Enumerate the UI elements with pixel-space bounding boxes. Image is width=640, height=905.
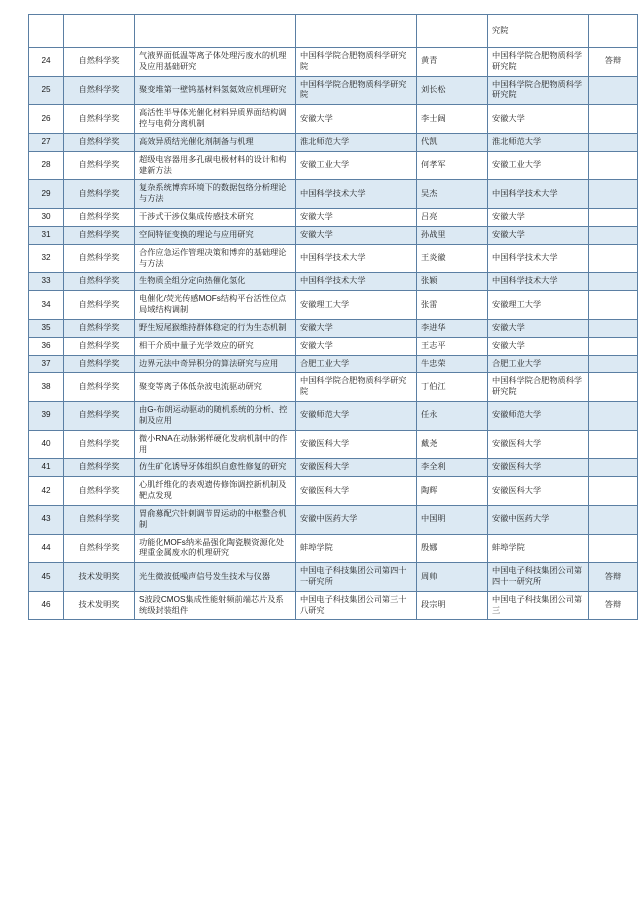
cell-no bbox=[29, 15, 64, 48]
cell-person: 丁伯江 bbox=[417, 373, 488, 402]
cell-category: 自然科学奖 bbox=[64, 355, 135, 373]
cell-title: 边界元法中奇异积分的算法研究与应用 bbox=[135, 355, 296, 373]
cell-title: 光生微波低噪声信号发生技术与仪器 bbox=[135, 563, 296, 592]
cell-no: 43 bbox=[29, 505, 64, 534]
cell-org: 安徽医科大学 bbox=[296, 459, 417, 477]
cell-category: 自然科学奖 bbox=[64, 505, 135, 534]
cell-no: 28 bbox=[29, 151, 64, 180]
cell-no: 40 bbox=[29, 430, 64, 459]
cell-person: 李士阔 bbox=[417, 105, 488, 134]
cell-person: 李全利 bbox=[417, 459, 488, 477]
cell-org: 中国科学院合肥物质科学研究院 bbox=[296, 373, 417, 402]
cell-no: 25 bbox=[29, 76, 64, 105]
cell-recommend-org: 安徽工业大学 bbox=[488, 151, 589, 180]
cell-recommend-org: 安徽中医药大学 bbox=[488, 505, 589, 534]
cell-title: 胃俞募配穴针刺调节胃运动的中枢整合机制 bbox=[135, 505, 296, 534]
table-row bbox=[29, 477, 638, 506]
cell-note bbox=[589, 244, 638, 273]
cell-note bbox=[589, 505, 638, 534]
cell-note bbox=[589, 319, 638, 337]
cell-title: 仿生矿化诱导牙体组织自愈性修复的研究 bbox=[135, 459, 296, 477]
cell-category: 自然科学奖 bbox=[64, 209, 135, 227]
cell-recommend-org: 中国科学技术大学 bbox=[488, 244, 589, 273]
cell-no: 27 bbox=[29, 133, 64, 151]
table-row bbox=[29, 402, 638, 431]
cell-org: 安徽大学 bbox=[296, 209, 417, 227]
cell-person: 周帅 bbox=[417, 563, 488, 592]
cell-title: 复杂系统博弈环境下的数据包络分析理论与方法 bbox=[135, 180, 296, 209]
table-row bbox=[29, 534, 638, 563]
cell-title: 高效异质结光催化剂制备与机理 bbox=[135, 133, 296, 151]
cell-person: 任永 bbox=[417, 402, 488, 431]
cell-category: 自然科学奖 bbox=[64, 477, 135, 506]
cell-no: 26 bbox=[29, 105, 64, 134]
cell-person: 刘长松 bbox=[417, 76, 488, 105]
awards-table bbox=[28, 14, 638, 620]
table-row bbox=[29, 226, 638, 244]
cell-category: 自然科学奖 bbox=[64, 319, 135, 337]
cell-title: 野生短尾猴维持群体稳定的行为生态机制 bbox=[135, 319, 296, 337]
cell-person: 何孝军 bbox=[417, 151, 488, 180]
cell-title: 聚变堆第一壁钨基材料氢氦效应机理研究 bbox=[135, 76, 296, 105]
table-row bbox=[29, 337, 638, 355]
cell-category: 自然科学奖 bbox=[64, 373, 135, 402]
cell-note bbox=[589, 180, 638, 209]
cell-note bbox=[589, 477, 638, 506]
table-row bbox=[29, 180, 638, 209]
cell-org: 安徽大学 bbox=[296, 319, 417, 337]
cell-note: 答辩 bbox=[589, 48, 638, 77]
cell-no: 38 bbox=[29, 373, 64, 402]
cell-person: 吴杰 bbox=[417, 180, 488, 209]
cell-recommend-org: 安徽大学 bbox=[488, 319, 589, 337]
table-row bbox=[29, 563, 638, 592]
cell-person: 黄青 bbox=[417, 48, 488, 77]
cell-person: 张颖 bbox=[417, 273, 488, 291]
cell-person: 段宗明 bbox=[417, 591, 488, 620]
cell-recommend-org: 蚌埠学院 bbox=[488, 534, 589, 563]
cell-title: 相干介质中量子光学效应的研究 bbox=[135, 337, 296, 355]
cell-note bbox=[589, 133, 638, 151]
cell-org: 安徽师范大学 bbox=[296, 402, 417, 431]
cell-category: 自然科学奖 bbox=[64, 337, 135, 355]
cell-no: 41 bbox=[29, 459, 64, 477]
cell-title bbox=[135, 15, 296, 48]
cell-title: 由G-布朗运动驱动的随机系统的分析、控制及应用 bbox=[135, 402, 296, 431]
cell-person: 王志平 bbox=[417, 337, 488, 355]
cell-org: 安徽中医药大学 bbox=[296, 505, 417, 534]
cell-note bbox=[589, 402, 638, 431]
cell-category: 自然科学奖 bbox=[64, 402, 135, 431]
cell-note bbox=[589, 459, 638, 477]
table-row bbox=[29, 151, 638, 180]
cell-no: 34 bbox=[29, 291, 64, 320]
cell-no: 36 bbox=[29, 337, 64, 355]
cell-title: 气液界面低温等离子体处理污废水的机理及应用基础研究 bbox=[135, 48, 296, 77]
cell-category: 自然科学奖 bbox=[64, 133, 135, 151]
cell-title: 微小RNA在动脉粥样硬化发病机制中的作用 bbox=[135, 430, 296, 459]
cell-category: 自然科学奖 bbox=[64, 151, 135, 180]
table-row bbox=[29, 430, 638, 459]
cell-note bbox=[589, 15, 638, 48]
cell-no: 30 bbox=[29, 209, 64, 227]
cell-org: 安徽理工大学 bbox=[296, 291, 417, 320]
cell-recommend-org: 中国科学技术大学 bbox=[488, 273, 589, 291]
table-row bbox=[29, 291, 638, 320]
cell-no: 44 bbox=[29, 534, 64, 563]
cell-title: 生物质全组分定向热催化氢化 bbox=[135, 273, 296, 291]
cell-recommend-org: 安徽大学 bbox=[488, 337, 589, 355]
cell-category: 自然科学奖 bbox=[64, 244, 135, 273]
table-row bbox=[29, 319, 638, 337]
table-row bbox=[29, 48, 638, 77]
cell-note bbox=[589, 291, 638, 320]
cell-category: 技术发明奖 bbox=[64, 563, 135, 592]
cell-org: 安徽大学 bbox=[296, 105, 417, 134]
table-row bbox=[29, 76, 638, 105]
cell-recommend-org: 安徽大学 bbox=[488, 209, 589, 227]
cell-person: 殷娜 bbox=[417, 534, 488, 563]
cell-org: 蚌埠学院 bbox=[296, 534, 417, 563]
cell-person: 代凯 bbox=[417, 133, 488, 151]
cell-org: 中国科学院合肥物质科学研究院 bbox=[296, 48, 417, 77]
cell-person: 李进华 bbox=[417, 319, 488, 337]
cell-person: 孙战里 bbox=[417, 226, 488, 244]
table-row bbox=[29, 15, 638, 48]
cell-category: 自然科学奖 bbox=[64, 226, 135, 244]
cell-org: 中国科学技术大学 bbox=[296, 273, 417, 291]
cell-category: 自然科学奖 bbox=[64, 430, 135, 459]
cell-person: 张雷 bbox=[417, 291, 488, 320]
cell-person: 王炎徽 bbox=[417, 244, 488, 273]
cell-note bbox=[589, 209, 638, 227]
cell-recommend-org: 究院 bbox=[488, 15, 589, 48]
cell-no: 33 bbox=[29, 273, 64, 291]
cell-no: 46 bbox=[29, 591, 64, 620]
cell-category: 自然科学奖 bbox=[64, 291, 135, 320]
table-row bbox=[29, 591, 638, 620]
cell-title: 干涉式干涉仪集成传感技术研究 bbox=[135, 209, 296, 227]
cell-org: 中国科学院合肥物质科学研究院 bbox=[296, 76, 417, 105]
cell-category: 自然科学奖 bbox=[64, 273, 135, 291]
cell-title: 功能化MOFs纳米晶强化陶瓷膜资源化处理重金属废水的机理研究 bbox=[135, 534, 296, 563]
cell-no: 29 bbox=[29, 180, 64, 209]
table-row bbox=[29, 355, 638, 373]
cell-recommend-org: 中国科学院合肥物质科学研究院 bbox=[488, 76, 589, 105]
cell-note bbox=[589, 76, 638, 105]
cell-title: 合作应急运作管理决策和博弈的基础理论与方法 bbox=[135, 244, 296, 273]
table-row bbox=[29, 209, 638, 227]
cell-no: 39 bbox=[29, 402, 64, 431]
cell-title: 空间特征变换的理论与应用研究 bbox=[135, 226, 296, 244]
cell-org: 中国电子科技集团公司第三十八研究 bbox=[296, 591, 417, 620]
cell-note bbox=[589, 226, 638, 244]
cell-recommend-org: 安徽大学 bbox=[488, 226, 589, 244]
cell-recommend-org: 中国科学技术大学 bbox=[488, 180, 589, 209]
cell-category bbox=[64, 15, 135, 48]
cell-note bbox=[589, 273, 638, 291]
cell-person: 中国明 bbox=[417, 505, 488, 534]
cell-note bbox=[589, 151, 638, 180]
table-row bbox=[29, 273, 638, 291]
cell-recommend-org: 安徽医科大学 bbox=[488, 477, 589, 506]
cell-note bbox=[589, 105, 638, 134]
cell-note: 答辩 bbox=[589, 591, 638, 620]
awards-table-body bbox=[29, 15, 638, 620]
cell-org: 中国科学技术大学 bbox=[296, 180, 417, 209]
cell-category: 自然科学奖 bbox=[64, 48, 135, 77]
cell-org: 淮北师范大学 bbox=[296, 133, 417, 151]
cell-org: 合肥工业大学 bbox=[296, 355, 417, 373]
cell-note bbox=[589, 373, 638, 402]
cell-note: 答辩 bbox=[589, 563, 638, 592]
cell-title: 聚变等离子体低杂波电流驱动研究 bbox=[135, 373, 296, 402]
cell-no: 37 bbox=[29, 355, 64, 373]
cell-category: 自然科学奖 bbox=[64, 180, 135, 209]
cell-person: 戴尧 bbox=[417, 430, 488, 459]
cell-person: 吕亮 bbox=[417, 209, 488, 227]
cell-org: 安徽大学 bbox=[296, 226, 417, 244]
table-row bbox=[29, 505, 638, 534]
cell-no: 32 bbox=[29, 244, 64, 273]
cell-note bbox=[589, 355, 638, 373]
cell-title: 心肌纤维化的表观遗传修饰调控新机制及靶点发现 bbox=[135, 477, 296, 506]
cell-org: 安徽工业大学 bbox=[296, 151, 417, 180]
cell-org: 安徽大学 bbox=[296, 337, 417, 355]
cell-recommend-org: 中国科学院合肥物质科学研究院 bbox=[488, 373, 589, 402]
cell-recommend-org: 合肥工业大学 bbox=[488, 355, 589, 373]
cell-title: 电催化/荧光传感MOFs结构平台活性位点局域结构调制 bbox=[135, 291, 296, 320]
table-row bbox=[29, 459, 638, 477]
cell-title: 超级电容器用多孔碳电极材料的设计和构建新方法 bbox=[135, 151, 296, 180]
cell-category: 自然科学奖 bbox=[64, 459, 135, 477]
cell-recommend-org: 中国电子科技集团公司第四十一研究所 bbox=[488, 563, 589, 592]
cell-org: 中国电子科技集团公司第四十一研究所 bbox=[296, 563, 417, 592]
cell-org: 安徽医科大学 bbox=[296, 477, 417, 506]
cell-category: 自然科学奖 bbox=[64, 534, 135, 563]
cell-person bbox=[417, 15, 488, 48]
cell-title: S波段CMOS集成性能射频前端芯片及系统级封装组件 bbox=[135, 591, 296, 620]
table-row bbox=[29, 244, 638, 273]
cell-note bbox=[589, 534, 638, 563]
cell-title: 高活性半导体光催化材料异质界面结构调控与电荷分离机制 bbox=[135, 105, 296, 134]
cell-recommend-org: 中国电子科技集团公司第三 bbox=[488, 591, 589, 620]
cell-note bbox=[589, 337, 638, 355]
cell-category: 自然科学奖 bbox=[64, 105, 135, 134]
cell-no: 42 bbox=[29, 477, 64, 506]
cell-recommend-org: 安徽理工大学 bbox=[488, 291, 589, 320]
cell-org: 中国科学技术大学 bbox=[296, 244, 417, 273]
cell-recommend-org: 安徽医科大学 bbox=[488, 459, 589, 477]
cell-no: 45 bbox=[29, 563, 64, 592]
cell-category: 自然科学奖 bbox=[64, 76, 135, 105]
cell-note bbox=[589, 430, 638, 459]
cell-person: 陶辉 bbox=[417, 477, 488, 506]
cell-no: 24 bbox=[29, 48, 64, 77]
cell-person: 牛忠荣 bbox=[417, 355, 488, 373]
cell-no: 31 bbox=[29, 226, 64, 244]
cell-recommend-org: 中国科学院合肥物质科学研究院 bbox=[488, 48, 589, 77]
cell-no: 35 bbox=[29, 319, 64, 337]
cell-org: 安徽医科大学 bbox=[296, 430, 417, 459]
table-row bbox=[29, 105, 638, 134]
cell-org bbox=[296, 15, 417, 48]
cell-recommend-org: 安徽大学 bbox=[488, 105, 589, 134]
table-row bbox=[29, 133, 638, 151]
table-row bbox=[29, 373, 638, 402]
cell-category: 技术发明奖 bbox=[64, 591, 135, 620]
cell-recommend-org: 安徽师范大学 bbox=[488, 402, 589, 431]
cell-recommend-org: 淮北师范大学 bbox=[488, 133, 589, 151]
cell-recommend-org: 安徽医科大学 bbox=[488, 430, 589, 459]
